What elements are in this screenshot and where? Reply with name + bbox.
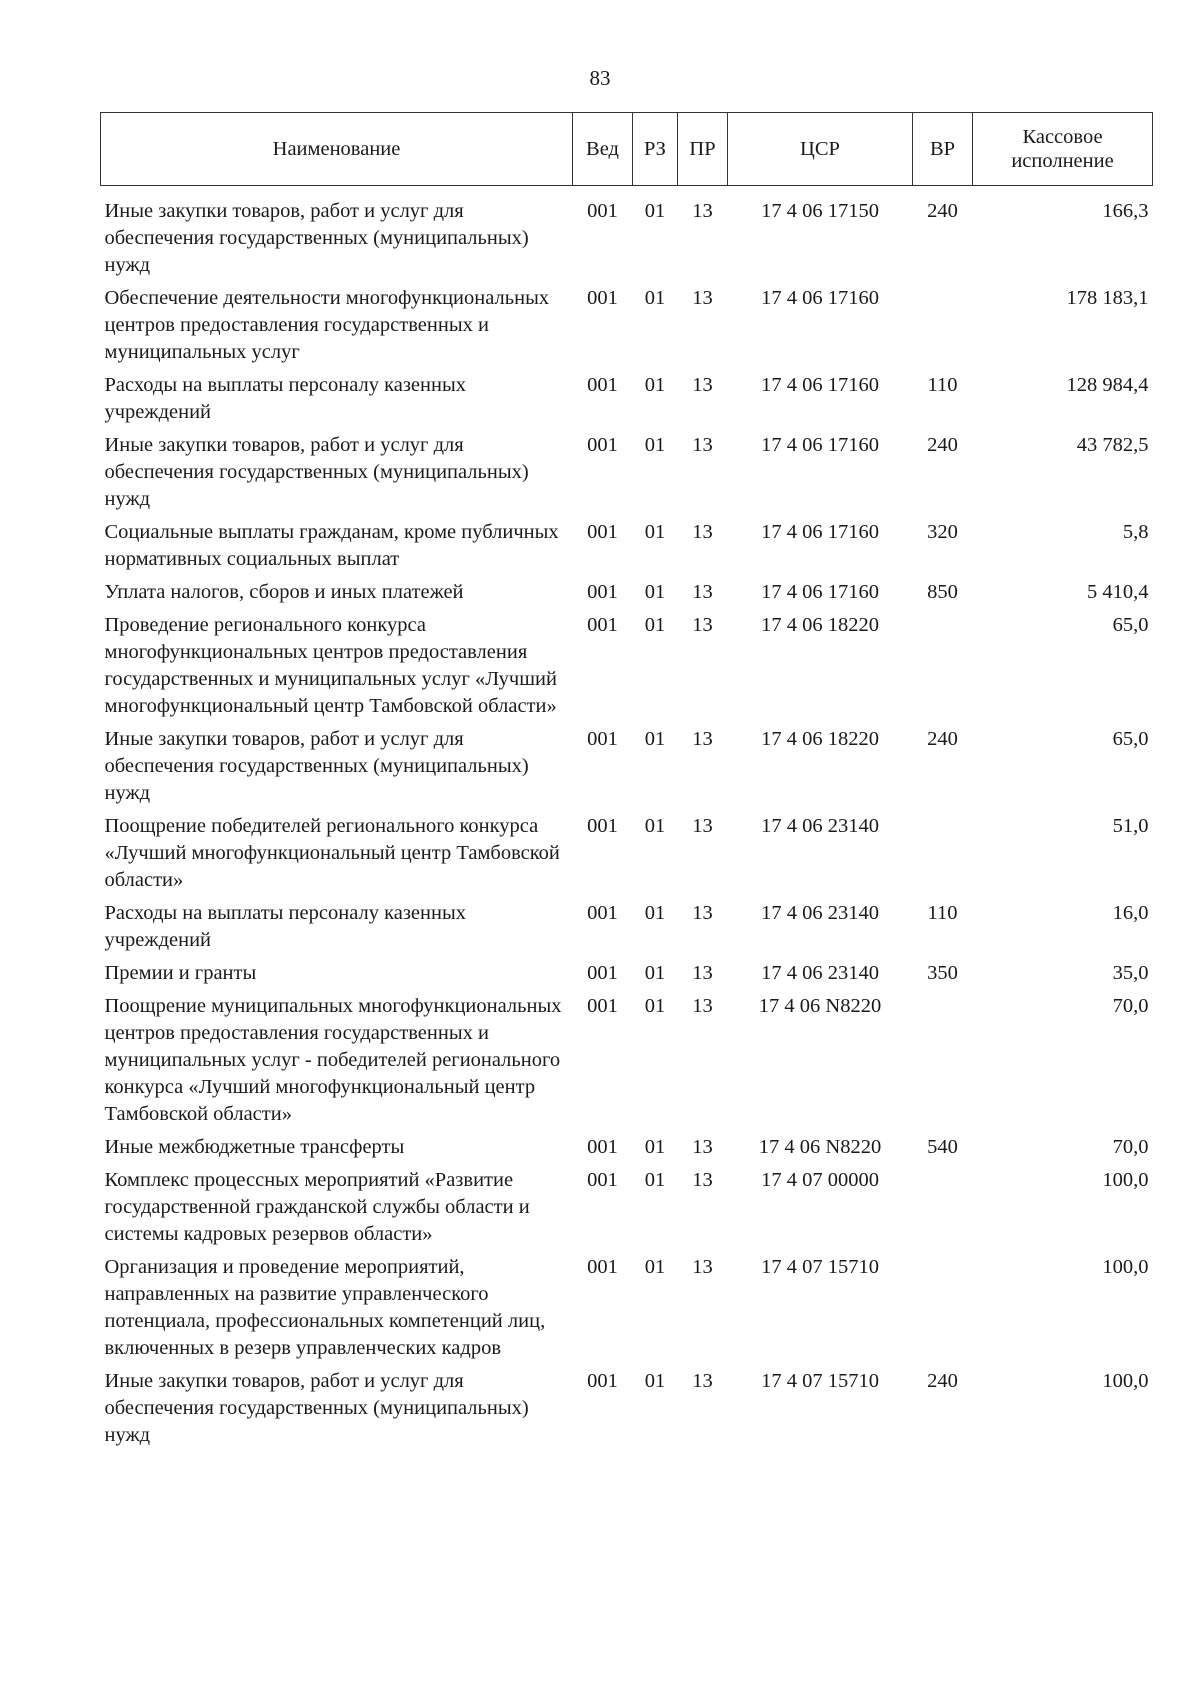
cell-vr: [913, 813, 973, 900]
cell-name: Премии и гранты: [104, 962, 257, 984]
table-row: [101, 1134, 1153, 1167]
cell-csr: 17 4 06 17160: [761, 287, 879, 309]
header-rz: РЗ: [633, 113, 678, 186]
cell-pr: 13: [692, 1256, 713, 1278]
cell-ved: 001: [587, 995, 618, 1017]
cell-sum: 100,0: [1102, 1169, 1149, 1191]
cell-ved: 001: [587, 200, 618, 222]
cell-sum: 5 410,4: [1087, 581, 1149, 603]
cell-name: Социальные выплаты гражданам, кроме публичных нормативных социальных выплат: [104, 521, 559, 570]
page-number: 83: [589, 66, 611, 90]
cell-name: Поощрение победителей регионального конкурса «Лучший многофункциональный центр Тамбовской области»: [104, 815, 560, 891]
cell-sum: 178 183,1: [1066, 287, 1149, 309]
cell-ved: 001: [587, 1169, 618, 1191]
cell-vr: [913, 285, 973, 372]
cell-ved: 001: [587, 815, 618, 837]
cell-csr: 17 4 06 23140: [761, 902, 879, 924]
cell-vr: [913, 1167, 973, 1254]
table-row: [101, 1368, 1153, 1455]
cell-vr: 540: [927, 1136, 958, 1158]
table-row: [101, 726, 1153, 813]
cell-ved: 001: [587, 962, 618, 984]
cell-name: Обеспечение деятельности многофункциональных центров предоставления государственных и муниципальных услуг: [104, 287, 550, 363]
header-sum: Кассовое исполнение: [973, 113, 1153, 186]
cell-ved: 001: [587, 287, 618, 309]
cell-sum: 65,0: [1112, 614, 1149, 636]
table-row: [101, 1167, 1153, 1254]
cell-csr: 17 4 06 N8220: [758, 995, 882, 1017]
cell-pr: 13: [692, 521, 713, 543]
cell-sum: 128 984,4: [1066, 374, 1149, 396]
cell-name: Иные межбюджетные трансферты: [104, 1136, 405, 1158]
cell-pr: 13: [692, 1370, 713, 1392]
cell-rz: 01: [644, 614, 666, 636]
table-row: [101, 432, 1153, 519]
cell-csr: 17 4 06 N8220: [758, 1136, 882, 1158]
cell-csr: 17 4 06 18220: [761, 614, 879, 636]
cell-sum: 65,0: [1112, 728, 1149, 750]
cell-name: Иные закупки товаров, работ и услуг для обеспечения государственных (муниципальных) нужд: [104, 434, 529, 510]
cell-csr: 17 4 06 17160: [761, 521, 879, 543]
cell-vr: 110: [927, 374, 958, 396]
cell-pr: 13: [692, 614, 713, 636]
cell-rz: 01: [644, 521, 666, 543]
cell-ved: 001: [587, 1370, 618, 1392]
cell-csr: 17 4 06 23140: [761, 962, 879, 984]
cell-pr: 13: [692, 728, 713, 750]
cell-pr: 13: [692, 1169, 713, 1191]
table-row: [101, 813, 1153, 900]
table-row: [101, 900, 1153, 960]
cell-vr: [913, 612, 973, 726]
table-body: [101, 186, 1153, 1456]
table-header: [101, 113, 1153, 186]
table-row: [101, 186, 1153, 286]
cell-csr: 17 4 07 15710: [761, 1370, 879, 1392]
cell-pr: 13: [692, 962, 713, 984]
cell-sum: 100,0: [1102, 1256, 1149, 1278]
cell-sum: 166,3: [1102, 200, 1149, 222]
cell-vr: [913, 993, 973, 1134]
cell-sum: 70,0: [1112, 1136, 1149, 1158]
table-row: [101, 612, 1153, 726]
cell-csr: 17 4 06 17160: [761, 434, 879, 456]
cell-ved: 001: [587, 1136, 618, 1158]
cell-vr: 240: [927, 200, 958, 222]
cell-sum: 100,0: [1102, 1370, 1149, 1392]
cell-csr: 17 4 06 23140: [761, 815, 879, 837]
cell-ved: 001: [587, 902, 618, 924]
cell-ved: 001: [587, 614, 618, 636]
cell-rz: 01: [644, 995, 666, 1017]
header-vr: ВР: [913, 113, 973, 186]
table-row: [101, 285, 1153, 372]
cell-pr: 13: [692, 995, 713, 1017]
cell-csr: 17 4 07 15710: [761, 1256, 879, 1278]
cell-pr: 13: [692, 902, 713, 924]
cell-pr: 13: [692, 200, 713, 222]
cell-sum: 5,8: [1122, 521, 1149, 543]
cell-name: Иные закупки товаров, работ и услуг для обеспечения государственных (муниципальных) нужд: [104, 1370, 529, 1446]
cell-rz: 01: [644, 728, 666, 750]
cell-pr: 13: [692, 287, 713, 309]
cell-pr: 13: [692, 815, 713, 837]
cell-rz: 01: [644, 1256, 666, 1278]
cell-ved: 001: [587, 374, 618, 396]
cell-pr: 13: [692, 1136, 713, 1158]
cell-pr: 13: [692, 581, 713, 603]
header-name: Наименование: [101, 113, 573, 186]
cell-name: Иные закупки товаров, работ и услуг для обеспечения государственных (муниципальных) нужд: [104, 200, 529, 276]
cell-vr: 240: [927, 1370, 958, 1392]
cell-vr: [913, 1254, 973, 1368]
cell-rz: 01: [644, 434, 666, 456]
header-csr: ЦСР: [728, 113, 913, 186]
cell-csr: 17 4 06 17150: [761, 200, 879, 222]
cell-sum: 70,0: [1112, 995, 1149, 1017]
cell-rz: 01: [644, 815, 666, 837]
budget-table: [100, 112, 1153, 1455]
cell-name: Поощрение муниципальных многофункциональных центров предоставления государственных и муниципальных услуг - победителей регионального конкурса «Лучший многофункциональный центр Тамбовской области»: [104, 995, 562, 1125]
cell-sum: 51,0: [1112, 815, 1149, 837]
cell-name: Уплата налогов, сборов и иных платежей: [104, 581, 464, 603]
cell-name: Проведение регионального конкурса многофункциональных центров предоставления государственных и муниципальных услуг «Лучший многофункциональный центр Тамбовской области»: [104, 614, 557, 717]
cell-ved: 001: [587, 521, 618, 543]
cell-ved: 001: [587, 581, 618, 603]
cell-ved: 001: [587, 434, 618, 456]
cell-rz: 01: [644, 374, 666, 396]
table-row: [101, 1254, 1153, 1368]
cell-name: Организация и проведение мероприятий, направленных на развитие управленческого потенциала, профессиональных компетенций лиц, включенных в резерв управленческих кадров: [104, 1256, 546, 1359]
header-ved: Вед: [573, 113, 633, 186]
cell-rz: 01: [644, 902, 666, 924]
cell-name: Иные закупки товаров, работ и услуг для обеспечения государственных (муниципальных) нужд: [104, 728, 529, 804]
cell-name: Комплекс процессных мероприятий «Развитие государственной гражданской службы области и системы кадровых резервов области»: [104, 1169, 530, 1245]
cell-name: Расходы на выплаты персоналу казенных учреждений: [104, 374, 466, 423]
cell-name: Расходы на выплаты персоналу казенных учреждений: [104, 902, 466, 951]
table-row: [101, 372, 1153, 432]
table-row: [101, 579, 1153, 612]
cell-vr: 240: [927, 434, 958, 456]
cell-rz: 01: [644, 200, 666, 222]
cell-sum: 16,0: [1112, 902, 1149, 924]
cell-rz: 01: [644, 581, 666, 603]
cell-vr: 320: [927, 521, 958, 543]
cell-vr: 850: [927, 581, 958, 603]
cell-vr: 240: [927, 728, 958, 750]
cell-sum: 35,0: [1112, 962, 1149, 984]
table-row: [101, 519, 1153, 579]
cell-rz: 01: [644, 287, 666, 309]
cell-csr: 17 4 06 18220: [761, 728, 879, 750]
table-row: [101, 960, 1153, 993]
cell-rz: 01: [644, 1136, 666, 1158]
cell-pr: 13: [692, 374, 713, 396]
cell-rz: 01: [644, 1169, 666, 1191]
cell-csr: 17 4 07 00000: [761, 1169, 879, 1191]
cell-ved: 001: [587, 728, 618, 750]
cell-vr: 110: [927, 902, 958, 924]
cell-sum: 43 782,5: [1076, 434, 1149, 456]
header-pr: ПР: [678, 113, 728, 186]
cell-csr: 17 4 06 17160: [761, 581, 879, 603]
cell-pr: 13: [692, 434, 713, 456]
cell-rz: 01: [644, 962, 666, 984]
cell-ved: 001: [587, 1256, 618, 1278]
cell-csr: 17 4 06 17160: [761, 374, 879, 396]
table-row: [101, 993, 1153, 1134]
cell-vr: 350: [927, 962, 958, 984]
cell-rz: 01: [644, 1370, 666, 1392]
